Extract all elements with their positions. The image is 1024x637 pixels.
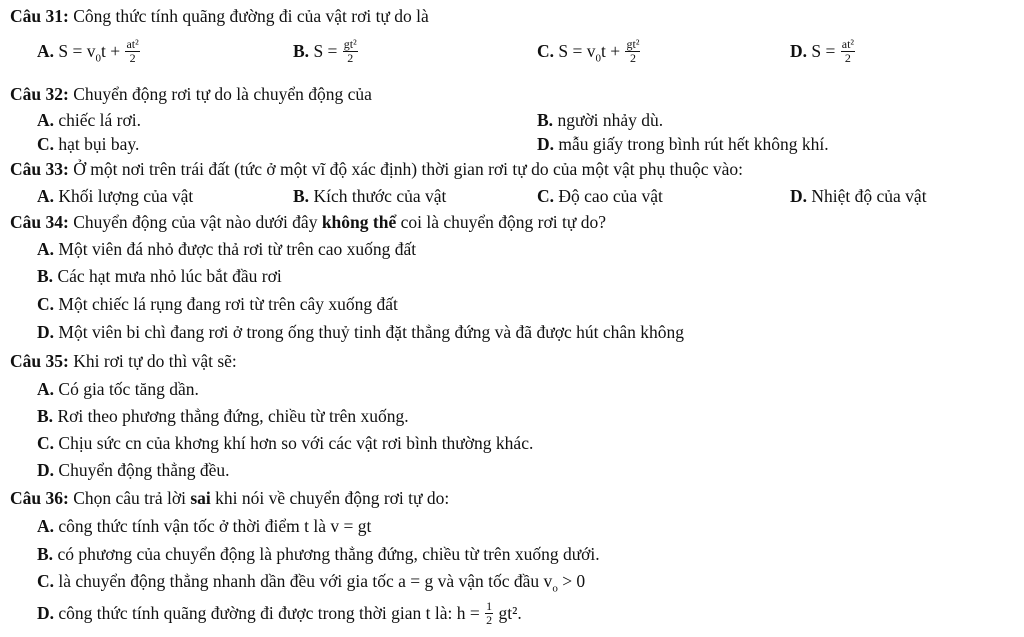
formula-sub: o [552, 582, 558, 595]
formula-sub: 0 [95, 52, 101, 65]
formula-sub: 0 [595, 52, 601, 65]
fraction-den: 2 [129, 50, 136, 65]
option-text: công thức tính vận tốc ở thời điểm t là v = gt [58, 516, 372, 536]
option-text: Chịu sức cn của khơng khí hơn so với các vật rơi bình thường khác. [58, 433, 534, 453]
option-text: Các hạt mưa nhỏ lúc bắt đầu rơi [57, 266, 282, 286]
fraction [841, 38, 855, 64]
question-36-text-bold: sai [190, 488, 211, 508]
fraction-num: 1 [486, 599, 493, 613]
option-key: B. [37, 406, 54, 426]
option-key: C. [537, 41, 555, 62]
option-text: hạt bụi bay. [58, 134, 140, 154]
option-key: B. [293, 41, 310, 62]
q32-option-b [537, 112, 663, 130]
option-text: là chuyển động thẳng nhanh dần đều với gia tốc a = g và vận tốc đầu v [58, 571, 553, 591]
option-key: C. [537, 186, 555, 206]
q36-option-c [37, 573, 585, 595]
q32-option-d [537, 136, 829, 154]
q33-option-d [790, 188, 927, 206]
fraction [625, 38, 640, 64]
question-34-text-before: Chuyển động của vật nào dưới đây [73, 212, 318, 232]
fraction-num: at² [126, 37, 139, 51]
q34-option-a [37, 241, 416, 259]
q36-option-a [37, 518, 371, 536]
q36-option-b [37, 546, 600, 564]
option-key: C. [37, 433, 55, 453]
question-36-text-after: khi nói về chuyển động rơi tự do: [215, 488, 450, 508]
fraction-den: 2 [347, 50, 354, 65]
question-34-text-bold: không thể [321, 212, 397, 232]
fraction-den: 2 [629, 50, 636, 65]
question-36-text-before: Chọn câu trả lời [73, 488, 186, 508]
option-text: Khối lượng của vật [58, 186, 194, 206]
q33-option-b [293, 188, 446, 206]
q33-option-a [37, 188, 193, 206]
fraction-num: at² [841, 37, 855, 51]
option-key: D. [790, 41, 808, 62]
option-key: A. [37, 516, 55, 536]
option-key: B. [293, 186, 310, 206]
question-32 [10, 86, 372, 104]
q35-option-a [37, 381, 199, 399]
option-key: D. [37, 322, 55, 342]
option-text: người nhảy dù. [557, 110, 664, 130]
q34-option-b [37, 268, 282, 286]
question-35-text: Khi rơi tự do thì vật sẽ: [73, 351, 237, 371]
question-34-text-after: coi là chuyển động rơi tự do? [400, 212, 606, 232]
q35-option-b [37, 408, 409, 426]
formula-lhs: S = [313, 41, 338, 62]
option-key: A. [37, 379, 55, 399]
q34-option-d [37, 324, 684, 342]
formula-tail: gt². [498, 603, 522, 624]
option-key: B. [537, 110, 554, 130]
question-34-label: Câu 34: [10, 212, 69, 232]
question-35 [10, 353, 237, 371]
fraction [343, 38, 358, 64]
fraction [485, 600, 493, 626]
question-34 [10, 214, 606, 232]
question-31-text: Công thức tính quãng đường đi của vật rơi tự do là [73, 6, 429, 26]
question-35-label: Câu 35: [10, 351, 69, 371]
formula-mid: t + [601, 41, 621, 62]
question-33-text: Ở một nơi trên trái đất (tức ở một vĩ độ xác định) thời gian rơi tự do của một vật phụ thuộc vào: [73, 159, 744, 179]
formula-lhs: S = v [558, 41, 596, 62]
question-31-label: Câu 31: [10, 6, 69, 26]
fraction [125, 38, 139, 64]
q32-option-c [37, 136, 139, 154]
option-text: có phương của chuyển động là phương thẳng đứng, chiều từ trên xuống dưới. [57, 544, 600, 564]
option-key: B. [37, 266, 54, 286]
formula-tail: > 0 [562, 571, 586, 591]
question-33 [10, 161, 743, 179]
q32-option-a [37, 112, 141, 130]
option-key: B. [37, 544, 54, 564]
option-text: Chuyển động thẳng đều. [58, 460, 230, 480]
option-text: công thức tính quãng đường đi được trong thời gian t là: h = [58, 603, 480, 624]
option-text: Kích thước của vật [313, 186, 447, 206]
option-text: Một chiếc lá rụng đang rơi từ trên cây xuống đất [58, 294, 398, 314]
q31-option-b [293, 37, 359, 66]
fraction-num: gt² [343, 37, 357, 51]
formula-mid: t + [101, 41, 121, 62]
fraction-num: gt² [626, 37, 640, 51]
option-text: mẫu giấy trong bình rút hết không khí. [558, 134, 829, 154]
option-key: C. [37, 571, 55, 591]
formula-lhs: S = [811, 41, 836, 62]
option-key: C. [37, 294, 55, 314]
question-31 [10, 8, 429, 26]
option-text: Một viên bi chì đang rơi ở trong ống thuỷ tinh đặt thẳng đứng và đã được hút chân không [58, 322, 684, 342]
q36-option-d [37, 599, 522, 628]
q35-option-c [37, 435, 533, 453]
option-text: Nhiệt độ của vật [811, 186, 927, 206]
option-key: D. [37, 603, 55, 624]
option-key: D. [37, 460, 55, 480]
question-36-label: Câu 36: [10, 488, 69, 508]
q33-option-c [537, 188, 663, 206]
question-36 [10, 490, 449, 508]
option-key: D. [537, 134, 555, 154]
q31-option-c [537, 37, 641, 66]
option-text: Có gia tốc tăng dần. [58, 379, 199, 399]
option-key: A. [37, 110, 55, 130]
option-text: Một viên đá nhỏ được thả rơi từ trên cao xuống đất [58, 239, 417, 259]
option-text: chiếc lá rơi. [58, 110, 142, 130]
question-32-text: Chuyển động rơi tự do là chuyển động của [73, 84, 372, 104]
q34-option-c [37, 296, 398, 314]
option-key: D. [790, 186, 808, 206]
q31-option-d [790, 37, 856, 66]
q31-option-a [37, 37, 141, 66]
formula-lhs: S = v [58, 41, 96, 62]
option-text: Rơi theo phương thẳng đứng, chiều từ trên xuống. [57, 406, 409, 426]
option-key: A. [37, 41, 55, 62]
fraction-den: 2 [486, 612, 493, 627]
q35-option-d [37, 462, 229, 480]
option-key: C. [37, 134, 55, 154]
fraction-den: 2 [844, 50, 851, 65]
option-key: A. [37, 186, 55, 206]
option-key: A. [37, 239, 55, 259]
question-33-label: Câu 33: [10, 159, 69, 179]
option-text: Độ cao của vật [558, 186, 663, 206]
question-32-label: Câu 32: [10, 84, 69, 104]
